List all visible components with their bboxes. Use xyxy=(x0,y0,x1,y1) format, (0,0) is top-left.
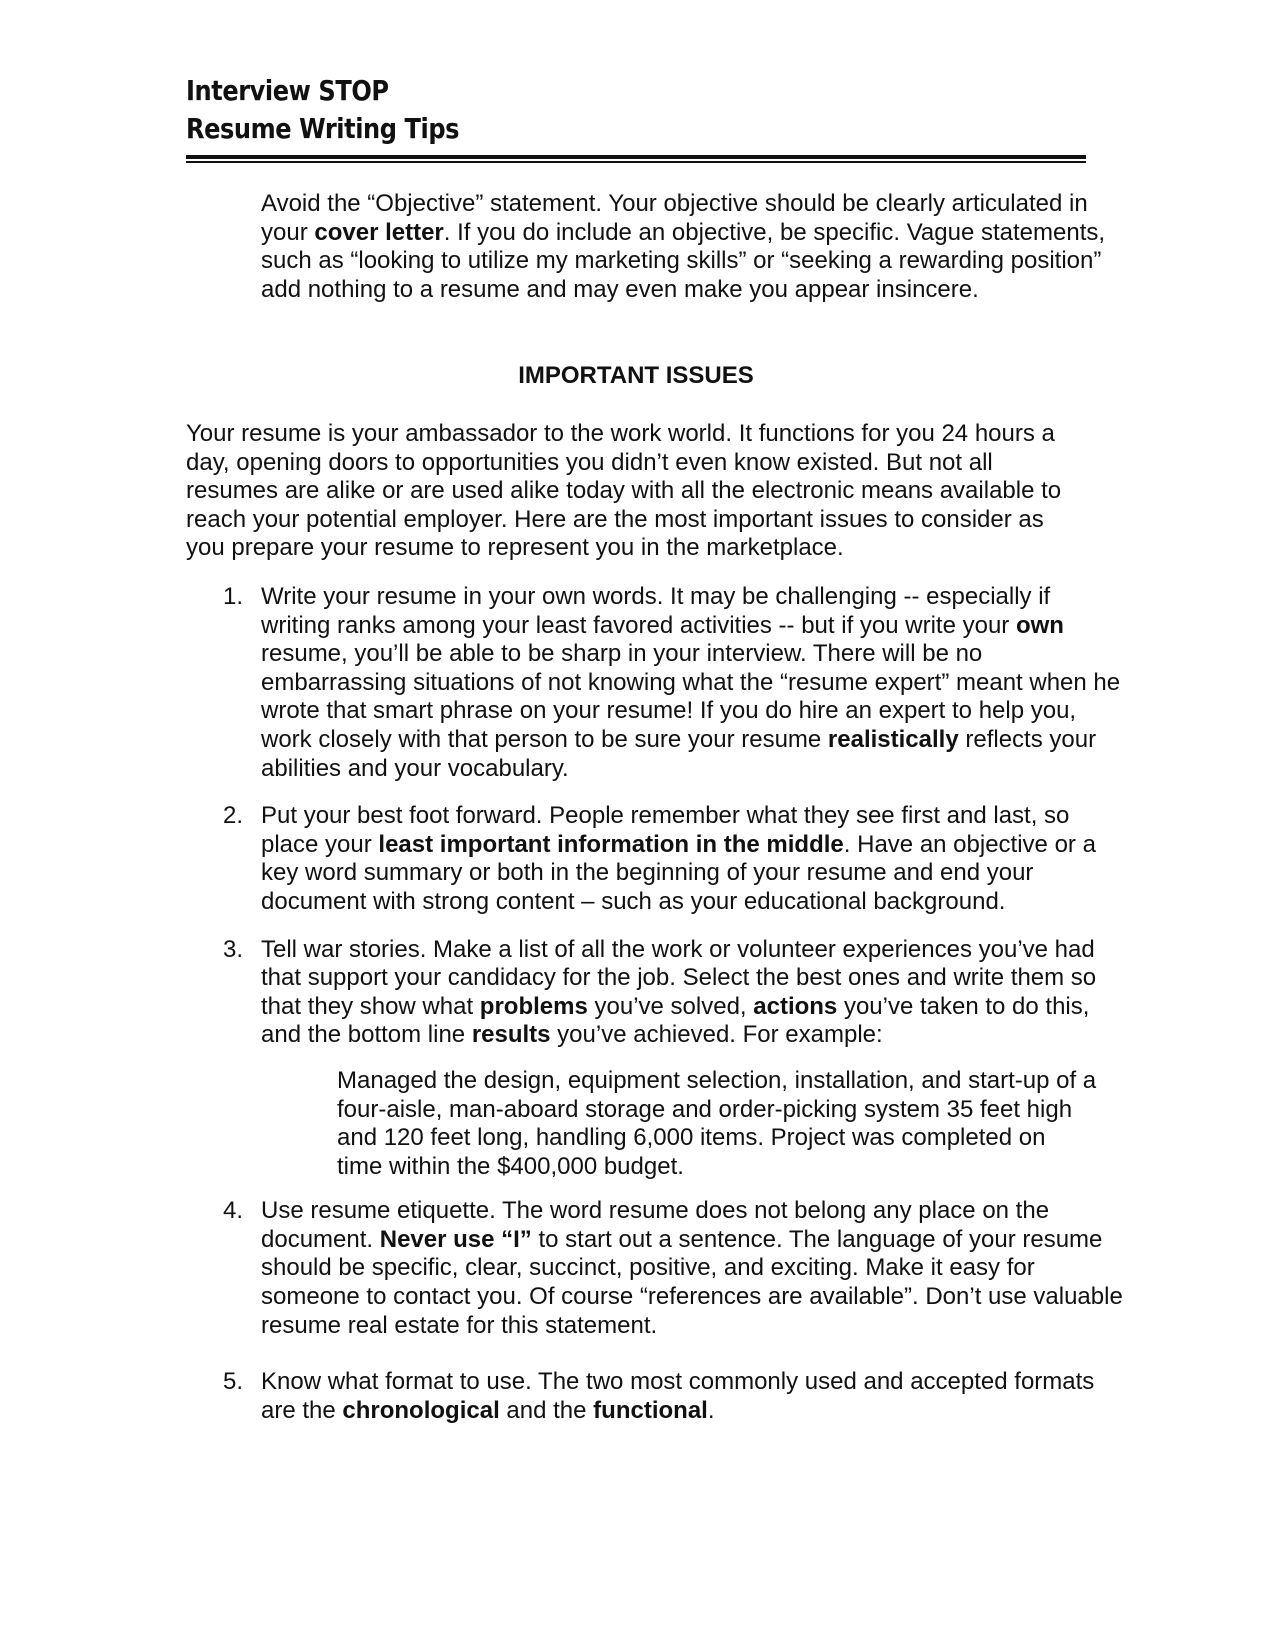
header-rule-thin xyxy=(186,161,1086,163)
tip-bold: own xyxy=(1015,611,1064,639)
example-block: Managed the design, equipment selection, installation, and start-up of a four-aisle, man-aboard storage and order-picking system 35 feet high and 120 feet long, handling 6,000 items. Project was completed on time within the $400,000 budget. xyxy=(337,1066,1097,1180)
tip-bold: functional xyxy=(593,1396,708,1424)
tip-bold: least important information in the middle xyxy=(378,830,844,858)
list-item xyxy=(186,936,1126,1182)
intro-text-2: . If you do include an objective, be specific. Vague statements, such as “looking to utilize my marketing skills” or “seeking a rewarding position” add nothing to a resume and may even make you appear insincere. xyxy=(261,218,1106,303)
tip-text: to start out a sentence. The language of your resume should be specific, clear, succinct, positive, and exciting. Make it easy for someone to contact you. Of course “references are available”. Don’t use valuable resume real estate for this statement. xyxy=(261,1225,1123,1339)
tip-text: Put your best foot forward. People remember what they see first and last, so place your xyxy=(261,802,1070,858)
tip-bold: results xyxy=(471,1021,551,1049)
list-item xyxy=(186,802,1126,916)
list-item xyxy=(186,583,1126,783)
list-number: 4. xyxy=(223,1197,244,1225)
tip-bold: problems xyxy=(479,992,588,1020)
tip-text: Know what format to use. The two most commonly used and accepted formats are the xyxy=(261,1368,1095,1424)
list-number: 5. xyxy=(223,1368,244,1396)
list-number: 3. xyxy=(223,935,244,963)
tip-bold: realistically xyxy=(827,725,959,753)
list-item xyxy=(186,1197,1126,1340)
section-title: IMPORTANT ISSUES xyxy=(518,362,754,389)
list-number: 2. xyxy=(223,802,244,830)
header-rule-thick xyxy=(186,155,1086,159)
intro-text-1: Avoid the “Objective” statement. Your objective should be clearly articulated in your xyxy=(261,190,1088,246)
tip-text: Use resume etiquette. The word resume does not belong any place on the document. xyxy=(261,1197,1050,1253)
tip-text: . xyxy=(707,1396,715,1424)
tip-bold: actions xyxy=(753,992,838,1020)
tip-text: you’ve taken to do this, and the bottom line xyxy=(261,992,1090,1049)
tip-text: you’ve achieved. For example: xyxy=(550,1021,883,1049)
list-number: 1. xyxy=(223,583,244,610)
tip-text: resume, you’ll be able to be sharp in your interview. There will be no embarrassing situations of not knowing what the “resume expert” meant when he wrote that smart phrase on your resume! If you do hire an expert to help you, work closely with that person to be sure your resume xyxy=(261,640,1121,753)
tip-bold: chronological xyxy=(342,1396,500,1424)
tip-text: . Have an objective or a key word summary or both in the beginning of your resume and end your document with strong content – such as your educational background. xyxy=(261,830,1096,915)
tip-bold: Never use “I” xyxy=(379,1225,532,1253)
tips-list xyxy=(186,583,1126,1444)
tip-text: you’ve solved, xyxy=(587,992,754,1020)
header-title: Interview STOP xyxy=(186,74,389,107)
list-item xyxy=(186,1368,1126,1425)
tip-text: Tell war stories. Make a list of all the work or volunteer experiences you’ve had that support your candidacy for the job. Select the best ones and write them so that they show what xyxy=(261,935,1097,1020)
body-paragraph: Your resume is your ambassador to the work world. It functions for you 24 hours a day, opening doors to opportunities you didn’t even know existed. But not all resumes are alike or are used alike today with all the electronic means available to reach your potential employer. Here are the most important issues to consider as you prepare your resume to represent you in the marketplace. xyxy=(186,420,1062,562)
document-header xyxy=(186,72,1086,148)
tip-text: reflects your abilities and your vocabulary. xyxy=(261,725,1097,782)
intro-bold-1: cover letter xyxy=(314,218,444,246)
tip-text: Write your resume in your own words. It may be challenging -- especially if writing ranks among your least favored activities -- but if you write your xyxy=(261,583,1051,639)
tip-text: and the xyxy=(499,1396,594,1424)
intro-paragraph xyxy=(261,190,1121,304)
header-subtitle: Resume Writing Tips xyxy=(186,112,460,145)
